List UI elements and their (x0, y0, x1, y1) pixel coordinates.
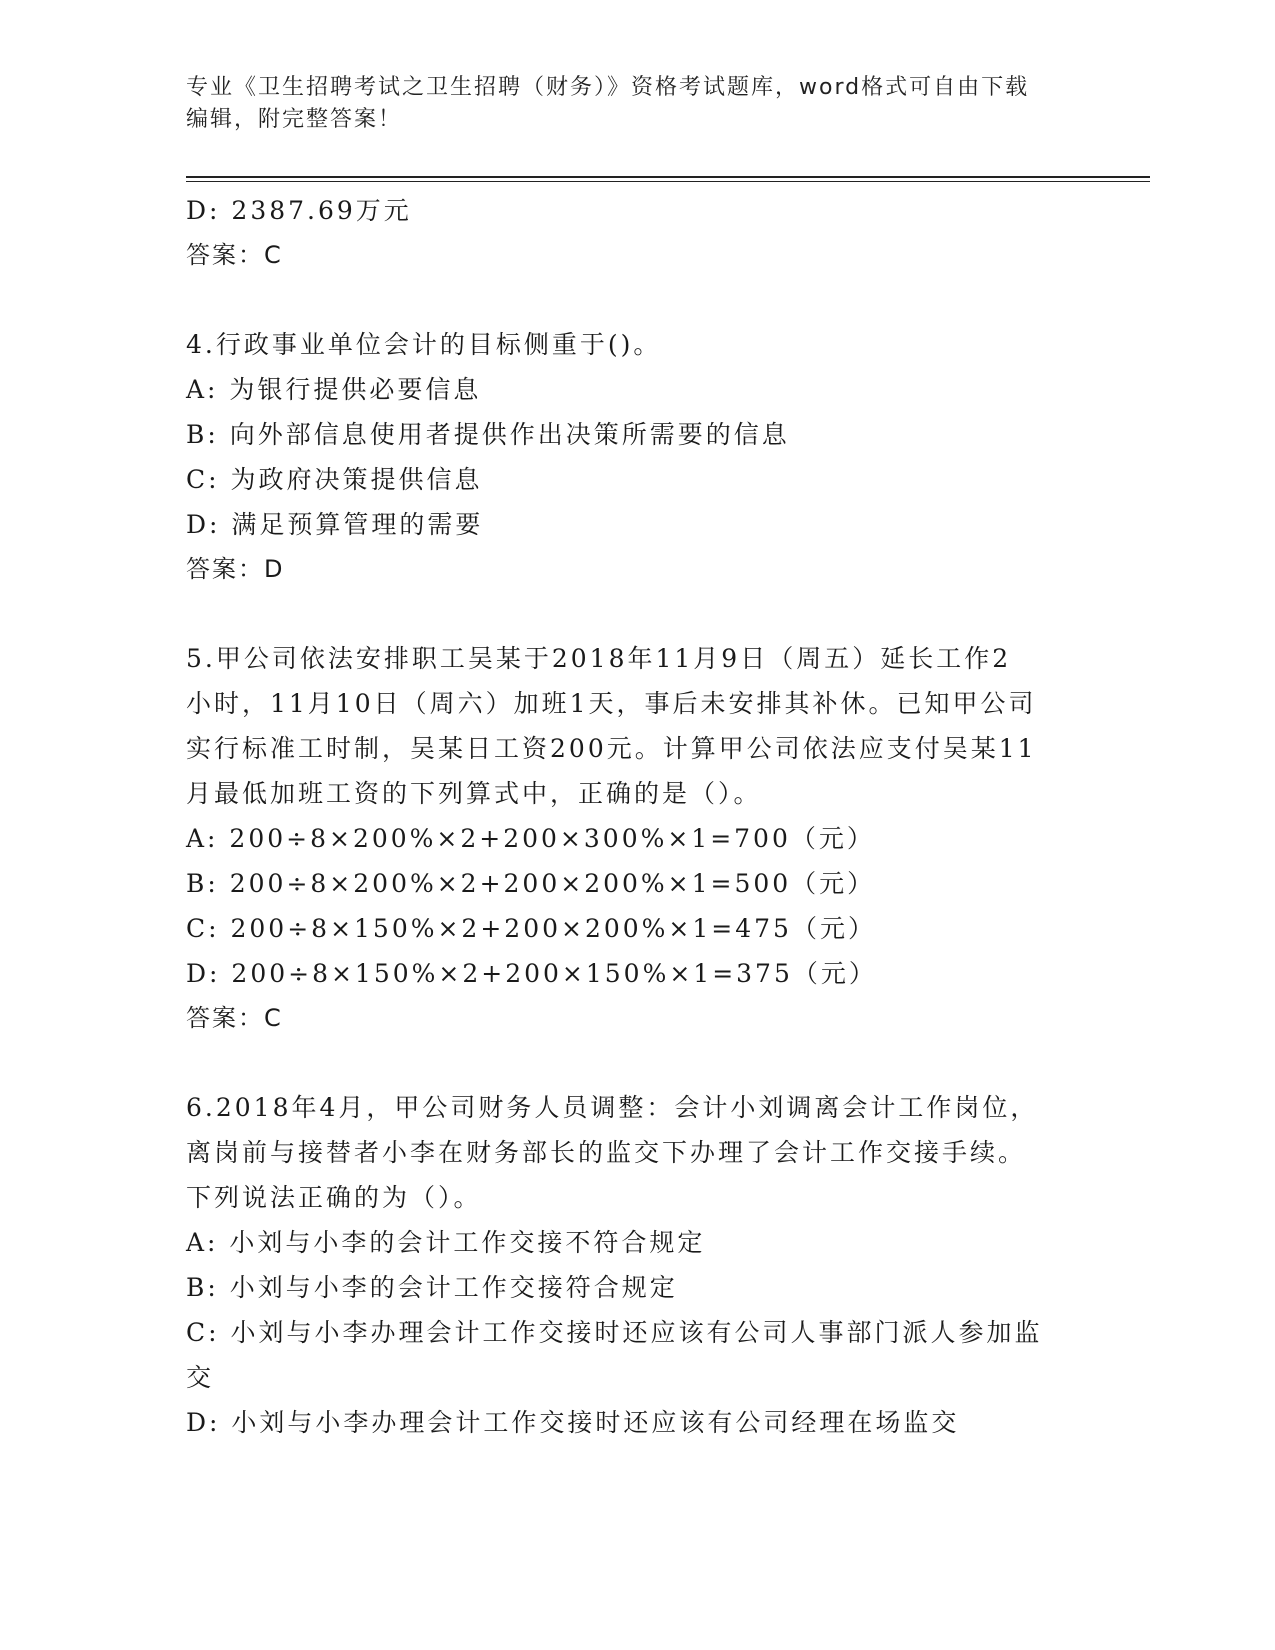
q6-option-a: A: 小刘与小李的会计工作交接不符合规定 (186, 1228, 706, 1257)
q4-option-d: D: 满足预算管理的需要 (186, 510, 484, 539)
header-rule-thick (186, 176, 1150, 178)
header-line-1: 专业《卫生招聘考试之卫生招聘（财务）》资格考试题库，word格式可自由下载 (186, 75, 1030, 100)
q6-option-c-cont: 交 (186, 1363, 215, 1392)
q5-stem-line-3: 实行标准工时制，吴某日工资200元。计算甲公司依法应支付吴某11 (186, 734, 1037, 763)
q6-stem-line-3: 下列说法正确的为（）。 (186, 1183, 482, 1212)
page-header (186, 72, 1066, 136)
question-content (186, 188, 1086, 1445)
q5-option-b: B: 200÷8×200%×2+200×200%×1=500（元） (186, 869, 876, 898)
q4-stem: 4.行政事业单位会计的目标侧重于()。 (186, 330, 662, 359)
q4-answer: 答案：D (186, 555, 285, 583)
q6-option-d: D: 小刘与小李办理会计工作交接时还应该有公司经理在场监交 (186, 1408, 960, 1437)
q3-answer: 答案：C (186, 241, 283, 269)
q5-answer: 答案：C (186, 1004, 283, 1032)
q5-stem-line-4: 月最低加班工资的下列算式中，正确的是（）。 (186, 779, 762, 808)
q3-option-d: D: 2387.69万元 (186, 196, 412, 225)
q4-option-a: A: 为银行提供必要信息 (186, 375, 482, 404)
q4-option-b: B: 向外部信息使用者提供作出决策所需要的信息 (186, 420, 790, 449)
q6-stem-line-1: 6.2018年4月，甲公司财务人员调整：会计小刘调离会计工作岗位， (186, 1093, 1039, 1122)
header-line-2: 编辑，附完整答案！ (186, 107, 403, 132)
q5-option-a: A: 200÷8×200%×2+200×300%×1=700（元） (186, 824, 875, 853)
q5-option-d: D: 200÷8×150%×2+200×150%×1=375（元） (186, 959, 877, 988)
q6-option-c: C: 小刘与小李办理会计工作交接时还应该有公司人事部门派人参加监 (186, 1318, 1043, 1347)
q6-stem-line-2: 离岗前与接替者小李在财务部长的监交下办理了会计工作交接手续。 (186, 1138, 1027, 1167)
q5-option-c: C: 200÷8×150%×2+200×200%×1=475（元） (186, 914, 876, 943)
q4-option-c: C: 为政府决策提供信息 (186, 465, 483, 494)
q5-stem-line-2: 小时，11月10日（周六）加班1天，事后未安排其补休。已知甲公司 (186, 689, 1037, 718)
q6-option-b: B: 小刘与小李的会计工作交接符合规定 (186, 1273, 678, 1302)
q5-stem-line-1: 5.甲公司依法安排职工吴某于2018年11月9日（周五）延长工作2 (186, 644, 1012, 673)
header-rule-thin (186, 181, 1150, 182)
